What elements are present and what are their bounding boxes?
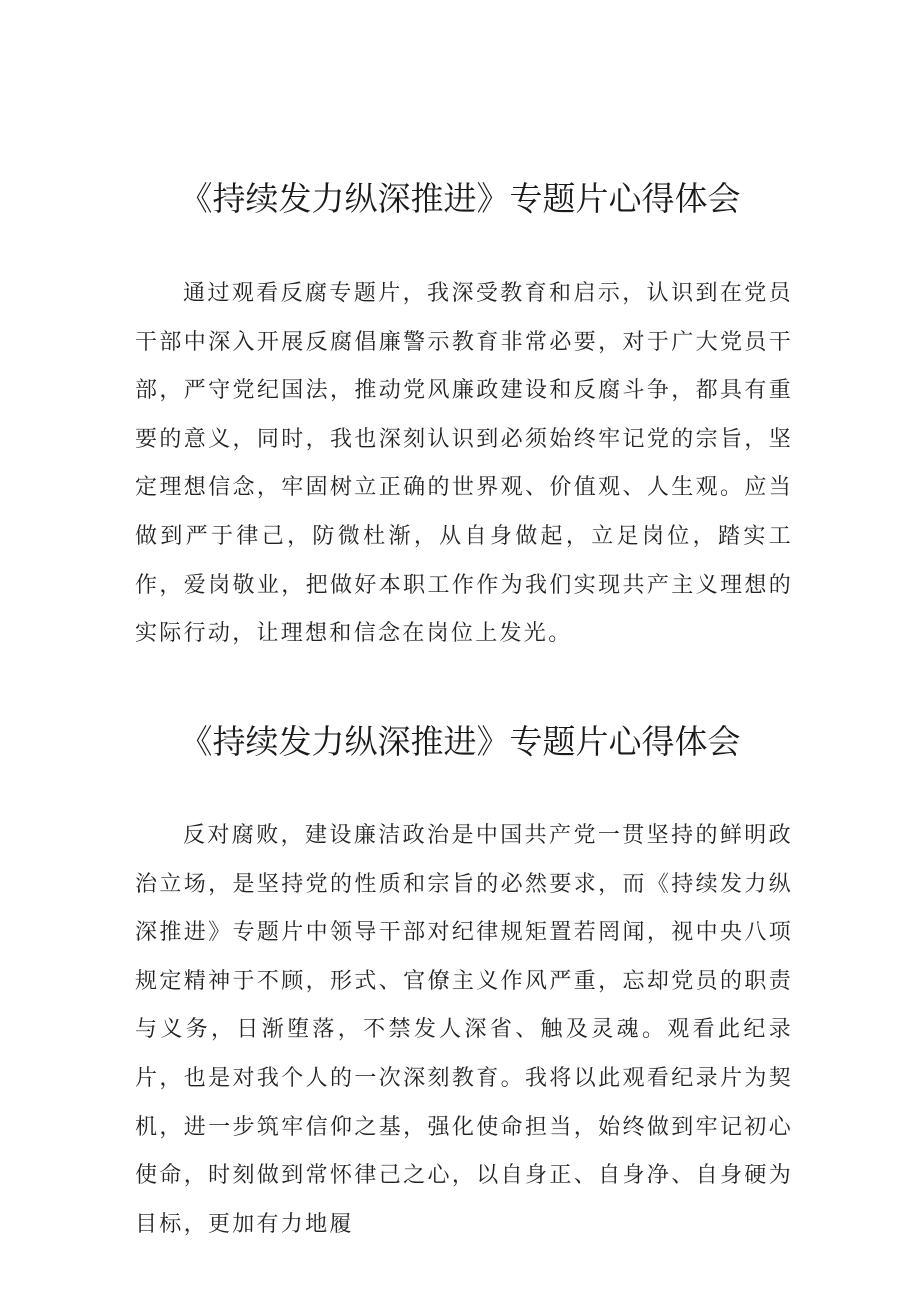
section-1-title: 《持续发力纵深推进》专题片心得体会 [179, 179, 741, 218]
section-2-paragraph: 反对腐败，建设廉洁政治是中国共产党一贯坚持的鲜明政治立场，是坚持党的性质和宗旨的必然要求，而《持续发力纵深推进》专题片中领导干部对纪律规矩置若罔闻，视中央八项规定精神于不顾，形式、官僚主义作风严重，忘却党员的职责与义务，日渐堕落，不禁发人深省、触及灵魂。观看此纪录片，也是对我个人的一次深刻教育。我将以此观看纪录片为契机，进一步筑牢信仰之基，强化使命担当，始终做到牢记初心使命，时刻做到常怀律己之心，以自身正、自身净、自身硬为目标，更加有力地履 [135, 823, 793, 1237]
section-1-paragraph: 通过观看反腐专题片，我深受教育和启示，认识到在党员干部中深入开展反腐倡廉警示教育非常必要，对于广大党员干部，严守党纪国法，推动党风廉政建设和反腐斗争，都具有重要的意义，同时，我也深刻认识到必须始终牢记党的宗旨，坚定理想信念，牢固树立正确的世界观、价值观、人生观。应当做到严于律己，防微杜渐，从自身做起，立足岗位，踏实工作，爱岗敬业，把做好本职工作作为我们实现共产主义理想的实际行动，让理想和信念在岗位上发光。 [135, 281, 793, 647]
section-2-title: 《持续发力纵深推进》专题片心得体会 [179, 722, 741, 761]
